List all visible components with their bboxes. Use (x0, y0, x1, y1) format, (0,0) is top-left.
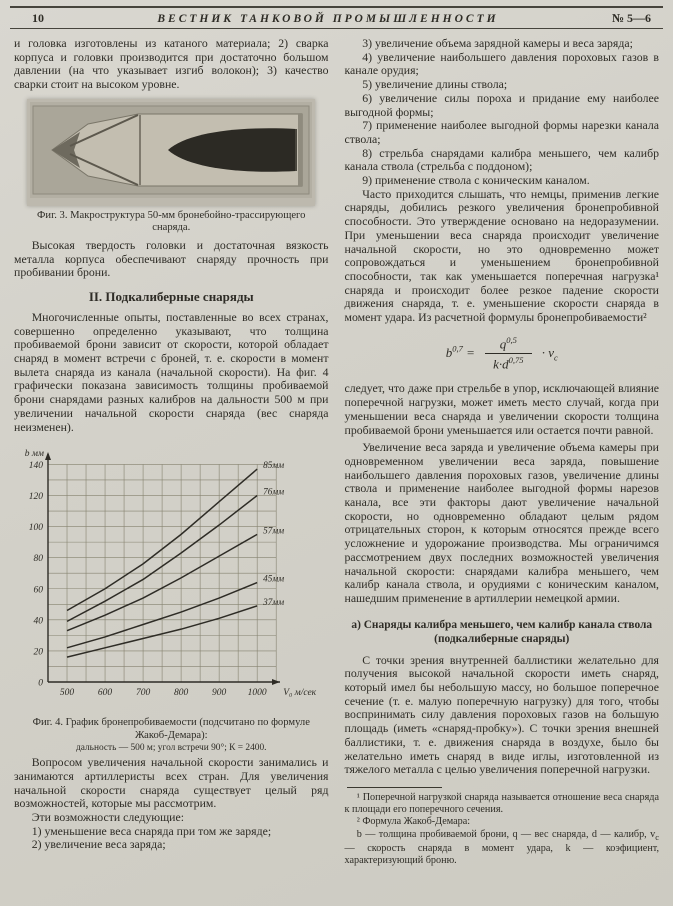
left-column (14, 37, 329, 867)
svg-text:100: 100 (28, 523, 43, 534)
fig4-subcaption: дальность — 500 м; угол встречи 90°; К = 2400. (75, 743, 267, 754)
svg-text:40: 40 (33, 616, 43, 627)
page-header (10, 6, 663, 29)
formula-numerator: $q^{0,5}$ (485, 335, 531, 354)
numbered-item: 5) увеличение длины ствола; (362, 77, 508, 92)
possibilities-list (14, 825, 329, 852)
journal-title: ВЕСТНИК ТАНКОВОЙ ПРОМЫШЛЕННОСТИ (157, 13, 499, 25)
svg-text:20: 20 (33, 647, 43, 658)
numbered-item: 1) уменьшение веса снаряда при том же заряде; (31, 823, 272, 838)
paragraph: Часто приходится слышать, что немцы, применив легкие снаряды, добились резкого увеличения бронепробивной способности. Это утверждение основано на недоразумении. При уменьшении веса снаряда происходит увеличение начальной скорости, но это одновременно может сопровождаться и уменьшением бронепробивной способности, так как уменьшается поперечная нагрузка¹ снаряда и происходит более резкое падение скорости движения снаряда, т. е. уменьшение скорости снаряда в момент удара. Из расчетной формулы бронепробиваемости² (344, 186, 659, 325)
svg-text:0: 0 (38, 678, 43, 689)
subsection-heading: а) Снаряды калибра меньшего, чем калибр канала ствола (подкалиберные снаряды) (351, 618, 653, 645)
right-column (345, 37, 660, 867)
numbered-item: 3) увеличение объема зарядной камеры и веса заряда; (362, 36, 633, 50)
page-number: 10 (32, 11, 44, 25)
paragraph: Высокая твердость головки и достаточная вязкость металла корпуса обеспечивают снаряду прочность при пробивании брони. (14, 237, 329, 280)
formula-velocity: v (548, 344, 555, 360)
footnote-2-body: b — толщина пробиваемой брони, q — вес снаряда, d — калибр, $v_c$ — скорость снаряда в момент удара, k — коэфициент, характеризующий броню. (344, 828, 659, 867)
series-label: 85мм (263, 460, 285, 471)
numbered-item: 6) увеличение силы пороха и придание ему наиболее выгодной формы; (344, 90, 659, 119)
svg-text:b мм: b мм (24, 449, 44, 460)
footnote-1: ¹ Поперечной нагрузкой снаряда называется отношение веса снаряда к площади его поперечного сечения. (344, 792, 659, 816)
numbered-item: 7) применение наиболее выгодной формы нарезки канала ствола; (344, 118, 659, 146)
series-label: 76мм (263, 486, 285, 497)
formula-fraction (485, 335, 531, 373)
svg-text:80: 80 (33, 554, 43, 565)
formula-denominator: $k\cdot d^{0,75}$ (493, 355, 524, 372)
svg-text:120: 120 (28, 492, 43, 503)
numbered-item: 9) применение ствола с коническим каналом. (362, 173, 590, 188)
section-heading: II. Подкалиберные снаряды (88, 288, 254, 304)
formula-lhs-exp: 0,7 (452, 343, 463, 354)
numbered-item: 2) увеличение веса заряда; (31, 837, 166, 852)
numbered-item: 4) увеличение наибольшего давления пороховых газов в канале орудия; (344, 49, 659, 78)
series-label: 45мм (263, 573, 285, 584)
formula: $b^{0,7}$ = $\frac{q^{0,5}}{k\cdot d^{0,75}}$ · $v_c$ (445, 334, 558, 372)
figure-4 (14, 440, 329, 754)
issue-number: № 5—6 (611, 11, 651, 25)
shell-macrostructure-image (30, 102, 312, 198)
formula-lhs: b (445, 344, 453, 360)
svg-text:700: 700 (135, 688, 151, 699)
paragraph: Увеличение веса заряда и увеличение объема камеры при одновременном увеличении веса заряда, повышение наибольшего давления пороховых газов, увеличение длины ствола и применение наиболее выгодной формы нарезов канала, все эти факторы дают увеличение начальной скорости, но одновременно обладают целым рядом отрицательных сторон, к которым относятся прежде всего усложнение и удорожание производства. Мы ограничимся рассмотрением двух последних возможностей увеличения начальной скорости: снарядами калибра меньшего, чем калибр канала ствола, и орудиями с коническим каналом, нашедшим применение в артиллерии немецкой армии. (344, 440, 659, 605)
formula-equals: = (466, 344, 475, 360)
svg-text:800: 800 (173, 688, 189, 699)
svg-text:V₀ м/сек: V₀ м/сек (283, 688, 317, 699)
paragraph: Вопросом увеличения начальной скорости занимались и занимаются артиллеристы всех стран. Для увеличения начальной скорости снаряда существует целый ряд возможностей, которые мы рассмотрим. (14, 755, 329, 811)
two-column-layout (0, 29, 673, 867)
paragraph: С точки зрения внутренней баллистики желательно для получения высокой начальной скорости иметь снаряд, который имел бы небольшую массу, но большое поперечное сечение (т. е. малую поперечную нагрузку) для того, чтобы воспринимать силу давления пороховых газов на большую площадь (иметь «снаряд-пробку»). С точки зрения внешней баллистики, т. е. движения снаряда в воздухе, было бы желательно иметь снаряд в виде иглы, изготовленной из тяжелого металла с целью увеличения поперечной нагрузки. (344, 652, 659, 777)
fig4-chart (14, 440, 334, 708)
paragraph: следует, что даже при стрельбе в упор, исключающей влияние поперечной нагрузки, может иметь место случай, когда при уменьшении веса снаряда и увеличении скорости толщина пробиваемой брони уменьшается или остается почти равной. (344, 381, 659, 437)
fig3-caption: Фиг. 3. Макроструктура 50-мм бронебойно-трассирующего снаряда. (37, 209, 306, 234)
numbered-item: 8) стрельба снарядами калибра меньшего, чем калибр канала ствола (стрельба с поддоном); (344, 145, 659, 174)
footnote-2-title: ² Формула Жакоб-Демара: (356, 816, 471, 828)
figure-3 (14, 99, 329, 235)
svg-text:1000: 1000 (247, 688, 267, 699)
fig3-photo (27, 99, 315, 206)
series-label: 57мм (263, 525, 285, 536)
footnote-divider (347, 787, 442, 788)
formula-multiply: · (541, 344, 545, 360)
svg-text:60: 60 (33, 585, 43, 596)
paragraph: Эти возможности следующие: (31, 810, 184, 825)
svg-text:500: 500 (59, 688, 75, 699)
svg-text:900: 900 (212, 688, 227, 699)
svg-text:600: 600 (97, 688, 113, 699)
series-label: 37мм (263, 597, 285, 608)
paragraph: Многочисленные опыты, поставленные во всех странах, совершенно определенно указывают, что толщина пробиваемой брони зависит от скорости, которой обладает снаряд в момент встречи с броней, т. е. скорости в момент вылета снаряда из канала (начальной скорости). На фиг. 4 графически показана зависимость толщины пробиваемой брони снарядами разных калибров на дальности 500 м при увеличении начальной скорости снаряда (вес снаряда неизменен). (14, 309, 329, 434)
possibilities-list-continued (345, 37, 660, 188)
fig4-caption: Фиг. 4. График бронепробиваемости (подсчитано по формуле Жакоб-Демара): (32, 717, 310, 741)
svg-text:140: 140 (28, 461, 43, 472)
paragraph: и головка изготовлены из катаного материала; 2) сварка корпуса и головки производится при достаточно большом давлении (на что указывает изгиб волокон); 3) качество сварки стоит на высоком уровне. (14, 36, 329, 92)
